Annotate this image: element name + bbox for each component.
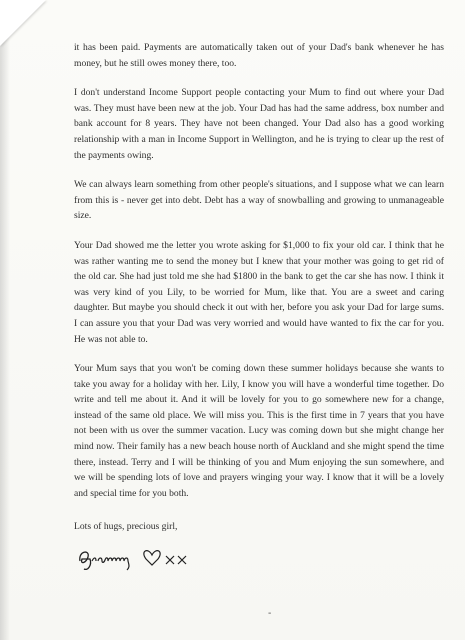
paragraph-lesson-debt: We can always learn something from other people's situations, and I suppose what we can learn from this is - never get into debt. Debt has a way of snowballing and growing to unmanageable size. <box>74 179 444 222</box>
paragraph-summer-holidays: Your Mum says that you won't be coming down these summer holidays because she wants to take you away for a holiday with her. Lily, I know you will have a wonderful time together. Do write and tell me about it. And it will be lovely for you to go somewhere new for a change, instead of the same old place. We will miss you. This is the first time in 7 years that you have not been with us over the summer vacation. Lucy was coming down but she might change her mind now. Their family has a new beach house north of Auckland and she might spend the time there, instead. Terry and I will be thinking of you and Mum enjoying the sun somewhere, and we will be spending lots of love and prayers winging your way. I know that it will be a lovely and special time for you both. <box>74 363 444 499</box>
page-mark: - <box>268 608 272 619</box>
closing-line: Lots of hugs, precious girl, <box>74 521 178 533</box>
letter-body <box>74 40 444 573</box>
signature-scribble <box>74 543 224 573</box>
handwritten-signature <box>74 543 444 573</box>
paragraph-income-support: I don't understand Income Support people contacting your Mum to find out where your Dad was. They must have been new at the job. Your Dad has had the same address, box number and bank account for 8 years. They have not been changed. Your Dad also has a good working relationship with a man in Income Support in Wellington, and he is trying to clear up the rest of the payments owing. <box>74 87 444 161</box>
page-edge-shadow <box>0 0 10 640</box>
paragraph-debt-payments: it has been paid. Payments are automatically taken out of your Dad's bank whenever he has money, but he still owes money there, too. <box>74 42 444 69</box>
folded-corner <box>0 0 46 46</box>
paragraph-car-letter: Your Dad showed me the letter you wrote asking for $1,000 to fix your old car. I think that he was rather wanting me to send the money but I knew that your mother was going to get rid of the old car. She had just told me she had $1800 in the bank to get the car she has now. I think it was very kind of you Lily, to be worried for Mum, like that. You are a sweet and caring daughter. But maybe you should check it out with her, before you ask your Dad for large sums. I can assure you that your Dad was very worried and would have wanted to fix the car for you. He was not able to. <box>74 239 444 345</box>
